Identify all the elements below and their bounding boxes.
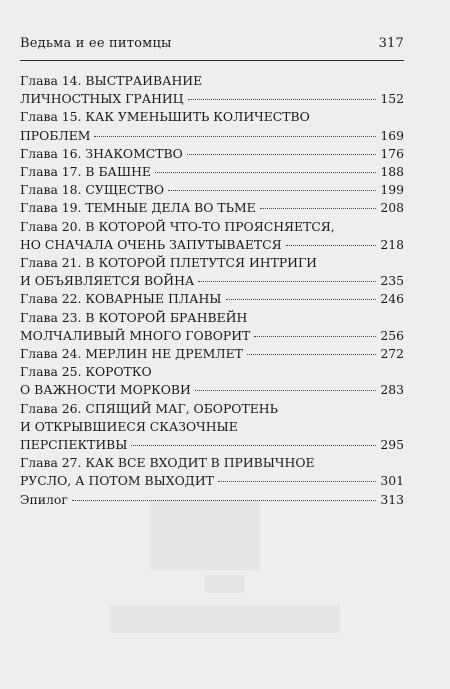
toc-page-number: 169 — [380, 127, 404, 143]
toc-entry-title: Глава 25. КОРОТКО — [20, 364, 152, 380]
toc-entry-line — [20, 345, 404, 363]
toc-entry-title: И ОБЪЯВЛЯЕТСЯ ВОЙНА — [20, 273, 195, 289]
toc-page-number: 301 — [380, 473, 404, 489]
toc-entry-title: Глава 22. КОВАРНЫЕ ПЛАНЫ — [20, 291, 222, 307]
toc-entry-title: Глава 17. В БАШНЕ — [20, 164, 151, 180]
toc-entry — [20, 454, 404, 490]
dot-leader — [286, 245, 377, 246]
toc-entry-title: Эпилог — [20, 491, 68, 507]
toc-entry-title: ЛИЧНОСТНЫХ ГРАНИЦ — [20, 91, 184, 107]
toc-entry-title: Глава 18. СУЩЕСТВО — [20, 182, 165, 198]
toc-entry-title: Глава 16. ЗНАКОМСТВО — [20, 145, 183, 161]
toc-entry — [20, 145, 404, 163]
toc-entry — [20, 309, 404, 345]
toc-page-number: 218 — [380, 236, 404, 252]
toc-page-number: 295 — [380, 437, 404, 453]
toc-entry-title: Глава 26. СПЯЩИЙ МАГ, ОБОРОТЕНЬ — [20, 400, 278, 416]
toc-entry — [20, 491, 404, 509]
toc-entry-title: Глава 15. КАК УМЕНЬШИТЬ КОЛИЧЕСТВО — [20, 109, 310, 125]
header-rule — [20, 60, 404, 61]
toc-entry-line — [20, 199, 404, 217]
toc-entry — [20, 290, 404, 308]
toc-page-number: 272 — [380, 346, 404, 362]
toc-entry-line — [20, 472, 404, 490]
dot-leader — [187, 154, 377, 155]
toc-page-number: 235 — [380, 273, 404, 289]
toc-entry — [20, 218, 404, 254]
dot-leader — [260, 208, 377, 209]
toc-entry-line — [20, 400, 404, 418]
toc-entry-title: РУСЛО, А ПОТОМ ВЫХОДИТ — [20, 473, 214, 489]
page-header — [20, 36, 404, 51]
toc-entry-title: ПРОБЛЕМ — [20, 127, 91, 143]
toc-entry-line — [20, 108, 404, 126]
page-number: 317 — [378, 36, 404, 51]
toc-entry-line — [20, 163, 404, 181]
dot-leader — [254, 336, 376, 337]
toc-entry-title: Глава 23. В КОТОРОЙ БРАНВЕЙН — [20, 309, 248, 325]
dot-leader — [168, 190, 376, 191]
toc-entry-title: ПЕРСПЕКТИВЫ — [20, 437, 128, 453]
toc-entry-line — [20, 145, 404, 163]
toc-entry-title: НО СНАЧАЛА ОЧЕНЬ ЗАПУТЫВАЕТСЯ — [20, 236, 282, 252]
toc-entry — [20, 400, 404, 455]
dot-leader — [155, 172, 376, 173]
toc-entry — [20, 108, 404, 144]
toc-entry-line — [20, 236, 404, 254]
toc-entry-line — [20, 127, 404, 145]
toc-entry-line — [20, 272, 404, 290]
toc-entry-line — [20, 218, 404, 236]
toc-entry-title: МОЛЧАЛИВЫЙ МНОГО ГОВОРИТ — [20, 327, 251, 343]
toc-entry — [20, 163, 404, 181]
toc-entry — [20, 199, 404, 217]
dot-leader — [226, 299, 377, 300]
toc-entry-title: Глава 14. ВЫСТРАИВАНИЕ — [20, 73, 203, 88]
toc-entry-line — [20, 418, 404, 436]
toc-entry-title: О ВАЖНОСТИ МОРКОВИ — [20, 382, 191, 398]
toc-entry-title: Глава 19. ТЕМНЫЕ ДЕЛА ВО ТЬМЕ — [20, 200, 256, 216]
toc-entry-line — [20, 327, 404, 345]
dot-leader — [94, 136, 376, 137]
toc-entry — [20, 72, 404, 108]
dot-leader — [195, 390, 377, 391]
toc-page-number: 199 — [380, 182, 404, 198]
dot-leader — [188, 99, 377, 100]
toc-page-number: 246 — [380, 291, 404, 307]
toc-page-number: 208 — [380, 200, 404, 216]
toc-page-number: 313 — [380, 491, 404, 507]
dot-leader — [218, 481, 376, 482]
toc-entry — [20, 254, 404, 290]
toc-page-number: 188 — [380, 164, 404, 180]
toc-entry-line — [20, 72, 404, 90]
toc-entry-line — [20, 363, 404, 381]
dot-leader — [198, 281, 376, 282]
toc-entry-line — [20, 181, 404, 199]
toc-entry-line — [20, 254, 404, 272]
dot-leader — [72, 500, 377, 501]
toc-entry-line — [20, 90, 404, 108]
dot-leader — [247, 354, 376, 355]
toc-page-number: 176 — [380, 145, 404, 161]
toc-entry-title: Глава 20. В КОТОРОЙ ЧТО-ТО ПРОЯСНЯЕТСЯ, — [20, 218, 335, 234]
toc-page-number: 283 — [380, 382, 404, 398]
toc-entry-line — [20, 491, 404, 509]
toc-entry-line — [20, 309, 404, 327]
toc-entry-line — [20, 290, 404, 308]
running-title: Ведьма и ее питомцы — [20, 36, 172, 51]
toc-page-number: 256 — [380, 327, 404, 343]
toc-entry-title: Глава 27. КАК ВСЕ ВХОДИТ В ПРИВЫЧНОЕ — [20, 455, 315, 471]
table-of-contents — [20, 72, 404, 509]
toc-entry-line — [20, 454, 404, 472]
toc-entry-line — [20, 436, 404, 454]
toc-entry — [20, 363, 404, 399]
toc-entry-title: Глава 21. В КОТОРОЙ ПЛЕТУТСЯ ИНТРИГИ — [20, 255, 317, 271]
toc-entry-title: И ОТКРЫВШИЕСЯ СКАЗОЧНЫЕ — [20, 418, 238, 434]
toc-entry — [20, 181, 404, 199]
toc-entry — [20, 345, 404, 363]
toc-entry-title: Глава 24. МЕРЛИН НЕ ДРЕМЛЕТ — [20, 346, 243, 362]
dot-leader — [131, 445, 376, 446]
toc-page-number: 152 — [380, 91, 404, 107]
toc-entry-line — [20, 381, 404, 399]
